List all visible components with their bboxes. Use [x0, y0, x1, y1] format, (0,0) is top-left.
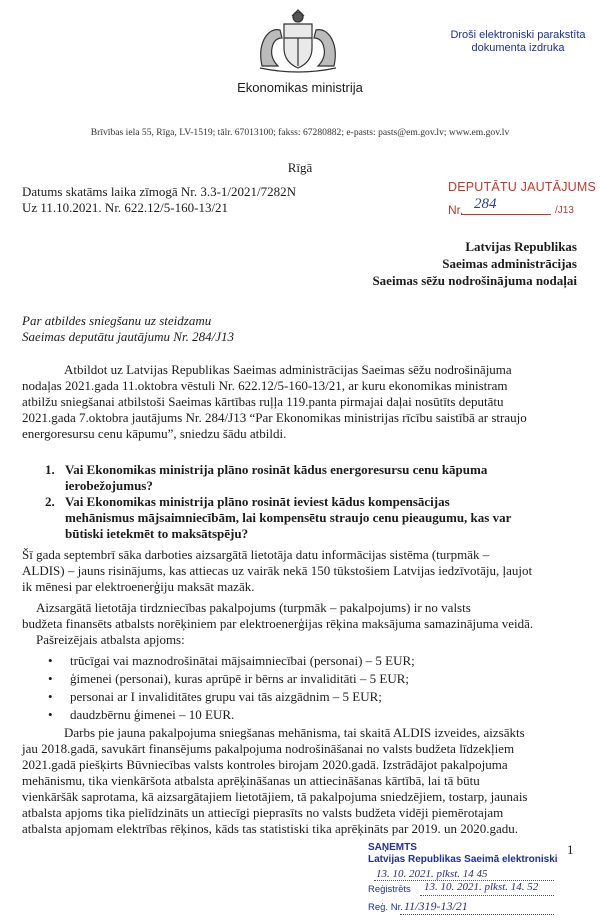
- paragraph-line: atbalsta apjomam elektrības rēķinos, kāds tas statistiski tika aprēķināts par 2019. un 2020.gadu.: [22, 821, 519, 836]
- reference-line-1: Datums skatāms laika zīmogā Nr. 3.3-1/2021/7282N: [22, 184, 297, 199]
- intro-line: atbilžu sniegšanai atbilstoši Saeimas kārtības ruļļa 119.panta pirmajai daļai nosūtīts deputātu: [22, 394, 504, 409]
- subject-line-2: Saeimas deputātu jautājumu Nr. 284/J13: [22, 329, 234, 344]
- received-stamp-subtitle: Latvijas Republikas Saeimā elektroniski: [368, 854, 558, 865]
- paragraph-line: budžeta finansēts atbalsts norēķiniem par elektroenerģijas rēķina maksājuma samazinājuma veidā.: [22, 616, 534, 631]
- paragraph-aldis: [22, 547, 580, 595]
- reg-nr-label: Reģ. Nr.: [368, 902, 403, 913]
- deputy-stamp-suffix: /J13: [555, 205, 574, 216]
- addressee-block: [372, 238, 577, 289]
- page-number: 1: [567, 842, 574, 857]
- paragraph-mechanism: [22, 725, 580, 837]
- received-date: 13. 10. 2021. plkst. 14 45: [376, 868, 488, 880]
- reg-nr-rule: [400, 914, 554, 915]
- question-line: Vai Ekonomikas ministrija plāno rosināt kādus energoresursu cenu kāpuma: [65, 462, 488, 477]
- reg-nr-value: 11/319-13/21: [404, 899, 468, 913]
- paragraph-support-amount: Pašreizējais atbalsta apjoms:: [36, 632, 185, 647]
- intro-paragraph: [22, 362, 580, 442]
- bullet-item: ģimenei (personai), kuras aprūpē ir bērns ar invaliditāti – 5 EUR;: [70, 671, 409, 686]
- paragraph-line: Šī gada septembrī sāka darboties aizsargātā lietotāja datu informācijas sistēma (turpmāk –: [22, 547, 490, 562]
- paragraph-service: [22, 600, 580, 632]
- question-line: Vai Ekonomikas ministrija plāno rosināt ieviest kādus kompensācijas: [65, 494, 450, 509]
- registered-date: 13. 10. 2021. plkst. 14. 52: [424, 881, 539, 893]
- question-line: ierobežojumus?: [65, 478, 153, 493]
- addressee-line-3: Saeimas sēžu nodrošinājuma nodaļai: [372, 273, 577, 288]
- question-number: 2.: [45, 494, 55, 509]
- intro-line: nodaļas 2021.gada 11.oktobra vēstuli Nr. 622.12/5-160-13/21, ar kuru ekonomikas ministram: [22, 378, 508, 393]
- paragraph-line: ik mēnesi par elektroenerģiju maksāt mazāk.: [22, 579, 255, 594]
- question-2: [45, 494, 580, 542]
- deputy-stamp-underline: [461, 214, 551, 215]
- received-stamp-title: SAŅEMTS: [368, 842, 417, 853]
- paragraph-line: 2021.gadā piešķirts Būvniecības valsts kontroles birojam 2020.gadā. Izstrādājot pakalpojuma: [22, 757, 508, 772]
- bullet-dot: •: [48, 707, 53, 722]
- paragraph-line: ALDIS) – jauns risinājums, kas attiecas uz vairāk nekā 150 tūkstošiem Latvijas iedzīvotāju, ļaujot: [22, 563, 533, 578]
- intro-line: Atbildot uz Latvijas Republikas Saeimas administrācijas Saeimas sēžu nodrošinājuma: [64, 362, 512, 377]
- deputy-stamp-nr-label: Nr.: [448, 203, 464, 217]
- intro-line: energoresursu cenu kāpumu”, sniedzu šādu atbildi.: [22, 426, 287, 441]
- esig-line-2: dokumenta izdruka: [471, 42, 565, 54]
- question-number: 1.: [45, 462, 55, 477]
- bullet-item: daudzbērnu ģimenei – 10 EUR.: [70, 707, 235, 722]
- coat-of-arms-logo: [252, 8, 344, 74]
- registered-label: Reģistrēts: [368, 884, 411, 895]
- subject-line-1: Par atbildes sniegšanu uz steidzamu: [22, 313, 212, 328]
- paragraph-line: jau 2018.gadā, savukārt finansējums pakalpojuma nodrošināšanai no valsts budžeta līdzekļiem: [22, 741, 515, 756]
- bullet-dot: •: [48, 671, 53, 686]
- electronic-signature-notice: [438, 29, 598, 55]
- deputy-stamp-title: DEPUTĀTU JAUTĀJUMS: [448, 180, 597, 194]
- addressee-line-1: Latvijas Republikas: [465, 239, 577, 254]
- paragraph-line: Aizsargātā lietotāja tirdzniecības pakalpojums (turpmāk – pakalpojums) ir no valsts: [36, 600, 471, 615]
- paragraph-line: Darbs pie jauna pakalpojuma sniegšanas mehānisma, tai skaitā ALDIS izveides, aizsākts: [64, 725, 525, 740]
- paragraph-line: atbalsta apjoms tika pielīdzināts un attiecīgi pieprasīts no valsts budžeta vidēji piemērotajam: [22, 805, 504, 820]
- bullet-item: trūcīgai vai maznodrošinātai mājsaimniecībai (personai) – 5 EUR;: [70, 653, 415, 668]
- question-line: būtiski ietekmēt to maksātspēju?: [65, 526, 249, 541]
- paragraph-line: mehānismu, tika vienkāršota atbalsta aprēķināšanas un attiecināšanas kārtībā, lai tā būtu: [22, 773, 480, 788]
- contact-info: Brīvības iela 55, Rīga, LV-1519; tālr. 67013100; fakss: 67280882; e-pasts: pasts@em.gov.lv; www.em.gov.lv: [90, 127, 510, 138]
- bullet-item: personai ar I invaliditātes grupu vai tās aizgādnim – 5 EUR;: [70, 689, 382, 704]
- reference-line-2: Uz 11.10.2021. Nr. 622.12/5-160-13/21: [22, 200, 229, 215]
- question-1: [45, 462, 580, 494]
- registered-date-rule: [420, 895, 554, 896]
- reference-block: [22, 184, 296, 216]
- city-line: Rīgā: [287, 160, 313, 175]
- intro-line: 2021.gada 7.oktobra jautājums Nr. 284/J13 “Par Ekonomikas ministrijas rīcību saistībā ar straujo: [22, 410, 527, 425]
- question-line: mehānismus mājsaimniecībām, lai kompensētu straujo cenu pieaugumu, kas var: [65, 510, 512, 525]
- ministry-name: Ekonomikas ministrija: [237, 80, 363, 95]
- bullet-dot: •: [48, 689, 53, 704]
- paragraph-line: vienkāršāk saprotama, kā aizsargātajiem lietotājiem, tā pakalpojuma sniedzējiem, tostarp, jaunais: [22, 789, 528, 804]
- esig-line-1: Droši elektroniski parakstīta: [450, 29, 586, 41]
- addressee-line-2: Saeimas administrācijas: [442, 256, 577, 271]
- bullet-dot: •: [48, 653, 53, 668]
- deputy-stamp-number: 284: [474, 196, 497, 212]
- subject-block: [22, 313, 234, 345]
